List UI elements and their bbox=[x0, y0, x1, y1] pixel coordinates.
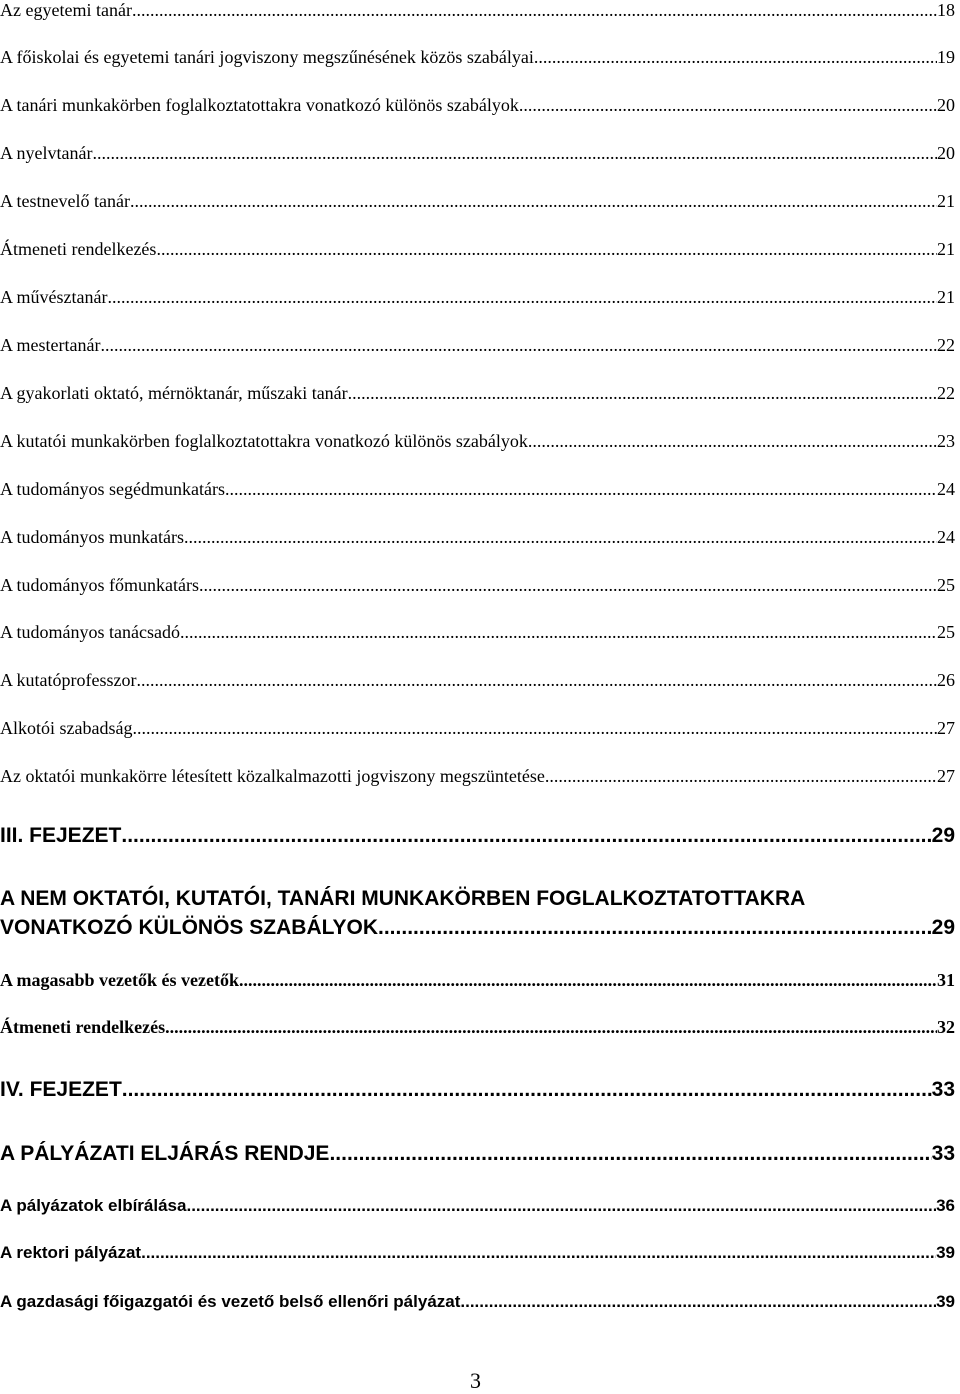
toc-chapter-title-line1[interactable]: A NEM OKTATÓI, KUTATÓI, TANÁRI MUNKAKÖRBEN FOGLALKOZTATOTTAKRA bbox=[0, 887, 806, 910]
toc-entry-page: 29 bbox=[931, 916, 955, 939]
toc-entry-page: 21 bbox=[937, 239, 955, 259]
toc-chapter-entry[interactable] bbox=[0, 916, 955, 940]
toc-entry-title: IV. FEJEZET bbox=[0, 1078, 122, 1101]
toc-entry-page: 21 bbox=[937, 191, 955, 211]
toc-entry-page: 20 bbox=[937, 95, 955, 115]
toc-entry-page: 26 bbox=[937, 670, 955, 690]
toc-entry-title: A rektori pályázat bbox=[0, 1243, 142, 1262]
toc-entry-title: A gazdasági főigazgatói és vezető belső ellenőri pályázat bbox=[0, 1292, 461, 1311]
toc-entry-title: A PÁLYÁZATI ELJÁRÁS RENDJE bbox=[0, 1142, 330, 1165]
toc-entry[interactable] bbox=[0, 766, 955, 787]
toc-entry[interactable] bbox=[0, 191, 955, 212]
toc-leader-dots bbox=[156, 239, 937, 260]
toc-entry-page: 18 bbox=[937, 0, 955, 20]
toc-leader-dots bbox=[122, 1078, 932, 1102]
toc-entry-title: A testnevelő tanár bbox=[0, 191, 130, 211]
toc-leader-dots bbox=[534, 47, 937, 68]
toc-entry-title: A gyakorlati oktató, mérnöktanár, műszaki tanár bbox=[0, 383, 348, 403]
toc-entry[interactable] bbox=[0, 0, 955, 21]
toc-leader-dots bbox=[121, 824, 931, 848]
toc-entry[interactable] bbox=[0, 287, 955, 308]
toc-entry-title: VONATKOZÓ KÜLÖNÖS SZABÁLYOK bbox=[0, 916, 379, 939]
toc-entry-title: A tudományos főmunkatárs bbox=[0, 575, 199, 595]
toc-entry-title: A tanári munkakörben foglalkoztatottakra vonatkozó különös szabályok bbox=[0, 95, 519, 115]
toc-entry-title: Átmeneti rendelkezés bbox=[0, 239, 157, 259]
toc-leader-dots bbox=[519, 95, 937, 116]
toc-leader-dots bbox=[136, 670, 937, 691]
toc-chapter-entry[interactable] bbox=[0, 1142, 955, 1166]
toc-entry-title: A magasabb vezetők és vezetők bbox=[0, 970, 239, 990]
toc-entry-title: Alkotói szabadság bbox=[0, 718, 133, 738]
toc-entry-page: 27 bbox=[937, 718, 955, 738]
toc-leader-dots bbox=[528, 431, 937, 452]
toc-leader-dots bbox=[239, 970, 937, 991]
toc-leader-dots bbox=[545, 766, 937, 787]
toc-entry-title: A tudományos tanácsadó bbox=[0, 622, 180, 642]
toc-entry-page: 31 bbox=[937, 970, 955, 990]
toc-leader-dots bbox=[132, 0, 937, 21]
toc-entry[interactable] bbox=[0, 970, 955, 991]
toc-chapter-entry[interactable] bbox=[0, 824, 955, 848]
toc-entry-title: A tudományos segédmunkatárs bbox=[0, 479, 225, 499]
toc-entry-title: Az oktatói munkakörre létesített közalkalmazotti jogviszony megszüntetése bbox=[0, 766, 545, 786]
toc-leader-dots bbox=[225, 479, 937, 500]
toc-entry[interactable] bbox=[0, 47, 955, 68]
toc-entry-page: 32 bbox=[937, 1017, 955, 1037]
toc-entry-title: A pályázatok elbírálása bbox=[0, 1196, 187, 1215]
toc-entry[interactable] bbox=[0, 1243, 955, 1263]
toc-entry-title: III. FEJEZET bbox=[0, 824, 122, 847]
toc-entry-page: 22 bbox=[937, 335, 955, 355]
toc-entry-page: 23 bbox=[937, 431, 955, 451]
toc-leader-dots bbox=[100, 335, 937, 356]
toc-entry-title: A főiskolai és egyetemi tanári jogviszony megszűnésének közös szabályai bbox=[0, 47, 534, 67]
toc-leader-dots bbox=[184, 527, 937, 548]
toc-entry[interactable] bbox=[0, 383, 955, 404]
toc-entry[interactable] bbox=[0, 670, 955, 691]
toc-entry-page: 33 bbox=[931, 1078, 955, 1101]
toc-entry[interactable] bbox=[0, 239, 955, 260]
toc-entry-page: 36 bbox=[936, 1196, 955, 1215]
toc-entry-page: 25 bbox=[937, 622, 955, 642]
toc-entry[interactable] bbox=[0, 622, 955, 643]
toc-entry-page: 39 bbox=[936, 1243, 955, 1262]
toc-leader-dots bbox=[165, 1017, 937, 1038]
toc-entry[interactable] bbox=[0, 1292, 955, 1312]
toc-entry-page: 39 bbox=[936, 1292, 955, 1311]
toc-entry-title: Az egyetemi tanár bbox=[0, 0, 132, 20]
toc-entry[interactable] bbox=[0, 1017, 955, 1038]
toc-leader-dots bbox=[132, 718, 937, 739]
toc-leader-dots bbox=[180, 622, 937, 643]
toc-entry-page: 19 bbox=[937, 47, 955, 67]
toc-entry[interactable] bbox=[0, 527, 955, 548]
toc-entry-page: 22 bbox=[937, 383, 955, 403]
toc-entry-title: A kutatói munkakörben foglalkoztatottakra vonatkozó különös szabályok bbox=[0, 431, 528, 451]
toc-entry-page: 25 bbox=[937, 575, 955, 595]
toc-entry[interactable] bbox=[0, 479, 955, 500]
toc-entry[interactable] bbox=[0, 575, 955, 596]
toc-entry[interactable] bbox=[0, 1196, 955, 1216]
toc-entry-page: 33 bbox=[931, 1142, 955, 1165]
toc-entry-title: A nyelvtanár bbox=[0, 143, 93, 163]
toc-entry-page: 29 bbox=[931, 824, 955, 847]
toc-entry[interactable] bbox=[0, 431, 955, 452]
toc-entry-page: 20 bbox=[937, 143, 955, 163]
toc-leader-dots bbox=[460, 1292, 936, 1312]
toc-entry[interactable] bbox=[0, 143, 955, 164]
page-number: 3 bbox=[470, 1368, 481, 1393]
toc-entry-page: 24 bbox=[937, 527, 955, 547]
toc-leader-dots bbox=[348, 383, 937, 404]
toc-chapter-entry[interactable] bbox=[0, 1078, 955, 1102]
toc-leader-dots bbox=[199, 575, 937, 596]
toc-entry[interactable] bbox=[0, 95, 955, 116]
toc-entry-title: A kutatóprofesszor bbox=[0, 670, 137, 690]
toc-leader-dots bbox=[141, 1243, 936, 1263]
toc-leader-dots bbox=[92, 143, 937, 164]
toc-leader-dots bbox=[130, 191, 937, 212]
toc-leader-dots bbox=[378, 916, 932, 940]
toc-entry-title: A tudományos munkatárs bbox=[0, 527, 184, 547]
toc-entry-page: 24 bbox=[937, 479, 955, 499]
toc-entry-title: A művésztanár bbox=[0, 287, 108, 307]
toc-entry-page: 27 bbox=[937, 766, 955, 786]
toc-entry-page: 21 bbox=[937, 287, 955, 307]
toc-entry-title: Átmeneti rendelkezés bbox=[0, 1017, 166, 1037]
toc-leader-dots bbox=[186, 1196, 936, 1216]
toc-entry-title: A mestertanár bbox=[0, 335, 101, 355]
toc-leader-dots bbox=[329, 1142, 931, 1166]
toc-leader-dots bbox=[107, 287, 937, 308]
toc-entry[interactable] bbox=[0, 718, 955, 739]
toc-entry[interactable] bbox=[0, 335, 955, 356]
